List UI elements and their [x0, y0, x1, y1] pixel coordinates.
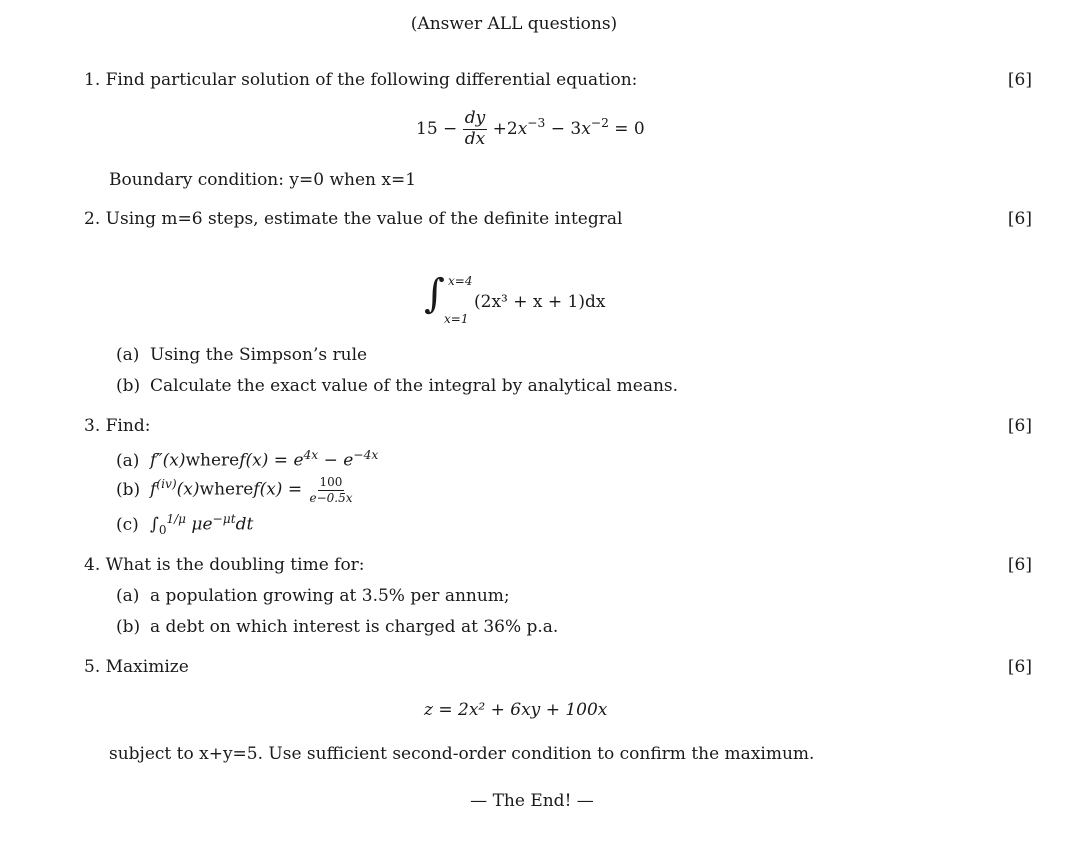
question-number: 2.	[84, 209, 101, 229]
integral-lower: x=1	[444, 312, 469, 326]
eq-const: 15	[416, 118, 438, 139]
exp-b: −4x	[353, 448, 379, 462]
marks-q3: [6]	[1007, 416, 1032, 436]
question-text: Find particular solution of the following differential equation:	[105, 70, 638, 90]
question-text: Find:	[105, 416, 151, 436]
dx: dx	[464, 128, 486, 149]
dy: dy	[464, 108, 486, 128]
int-lower: 0	[158, 523, 167, 538]
fraction	[307, 476, 354, 504]
integrand: (2x³ + x + 1)dx	[474, 292, 606, 312]
q4-part-b	[116, 617, 558, 637]
eq-op: −	[443, 118, 458, 139]
part-text: a population growing at 3.5% per annum;	[150, 586, 510, 606]
question-number: 5.	[84, 657, 101, 677]
denominator: e−0.5x	[309, 490, 353, 505]
eq-x1: x	[517, 118, 528, 139]
marks-q1: [6]	[1007, 70, 1032, 90]
question-text: Maximize	[105, 657, 189, 677]
q2-part-b	[116, 376, 678, 396]
integral-sign: ∫	[424, 271, 445, 317]
question-text: Using m=6 steps, estimate the value of the definite integral	[105, 209, 623, 229]
eq-plus: +	[492, 118, 507, 139]
exponent: −μt	[212, 512, 236, 526]
integrand: μe	[191, 514, 213, 535]
part-where: where	[199, 479, 254, 500]
question-5	[84, 657, 189, 677]
part-rhs: f(x) =	[253, 479, 308, 500]
part-mid: − e	[318, 450, 354, 471]
q1-boundary-note: Boundary condition: y=0 when x=1	[109, 170, 417, 190]
q3-part-c	[116, 512, 253, 537]
page-footer: — The End! —	[470, 791, 594, 811]
eq-equals: = 0	[614, 118, 645, 139]
question-text: What is the doubling time for:	[105, 555, 365, 575]
part-lhs: f	[150, 479, 157, 500]
dt: dt	[235, 514, 254, 535]
eq-coef2: 2	[506, 118, 518, 139]
part-label: (c)	[116, 514, 139, 535]
part-label: (a)	[116, 450, 140, 471]
q3-part-b	[116, 476, 355, 504]
integral-upper: x=4	[448, 274, 473, 288]
q5-note: subject to x+y=5. Use sufficient second-order condition to confirm the maximum.	[109, 744, 815, 764]
marks-q5: [6]	[1007, 657, 1032, 677]
part-rhs: f(x) = e	[239, 450, 304, 471]
part-text: Using the Simpson’s rule	[150, 345, 368, 365]
part-label: (b)	[116, 617, 141, 637]
eq-exp1: −3	[527, 116, 546, 131]
integral-sign: ∫	[150, 514, 159, 535]
q5-equation: z = 2x² + 6xy + 100x	[424, 700, 608, 720]
part-where: where	[185, 450, 240, 471]
part-label: (b)	[116, 479, 141, 500]
eq-coef3: 3	[570, 118, 582, 139]
eq-minus: −	[550, 118, 565, 139]
dy-dx-fraction	[463, 110, 488, 149]
question-number: 1.	[84, 70, 101, 90]
part-text: a debt on which interest is charged at 36% p.a.	[150, 617, 559, 637]
part-lhs: f″(x)	[150, 450, 186, 471]
deriv-order: (iv)	[156, 476, 177, 491]
numerator: 100	[319, 475, 343, 489]
exp-a: 4x	[303, 448, 319, 462]
part-lhs2: (x)	[176, 479, 200, 500]
question-number: 4.	[84, 555, 101, 575]
eq-x2: x	[581, 118, 591, 139]
marks-q2: [6]	[1007, 209, 1032, 229]
page-header: (Answer ALL questions)	[410, 14, 618, 34]
question-3	[84, 416, 150, 436]
q3-part-a	[116, 448, 378, 471]
marks-q4: [6]	[1007, 555, 1032, 575]
int-upper: 1/μ	[166, 512, 186, 526]
part-text: Calculate the exact value of the integral by analytical means.	[150, 376, 679, 396]
part-label: (a)	[116, 345, 140, 365]
q2-part-a	[116, 345, 367, 365]
q4-part-a	[116, 586, 510, 606]
question-1	[84, 70, 637, 90]
question-number: 3.	[84, 416, 101, 436]
question-4	[84, 555, 365, 575]
part-label: (a)	[116, 586, 140, 606]
question-2	[84, 209, 622, 229]
part-label: (b)	[116, 376, 141, 396]
eq-exp2: −2	[590, 116, 609, 131]
q1-equation	[416, 110, 645, 149]
